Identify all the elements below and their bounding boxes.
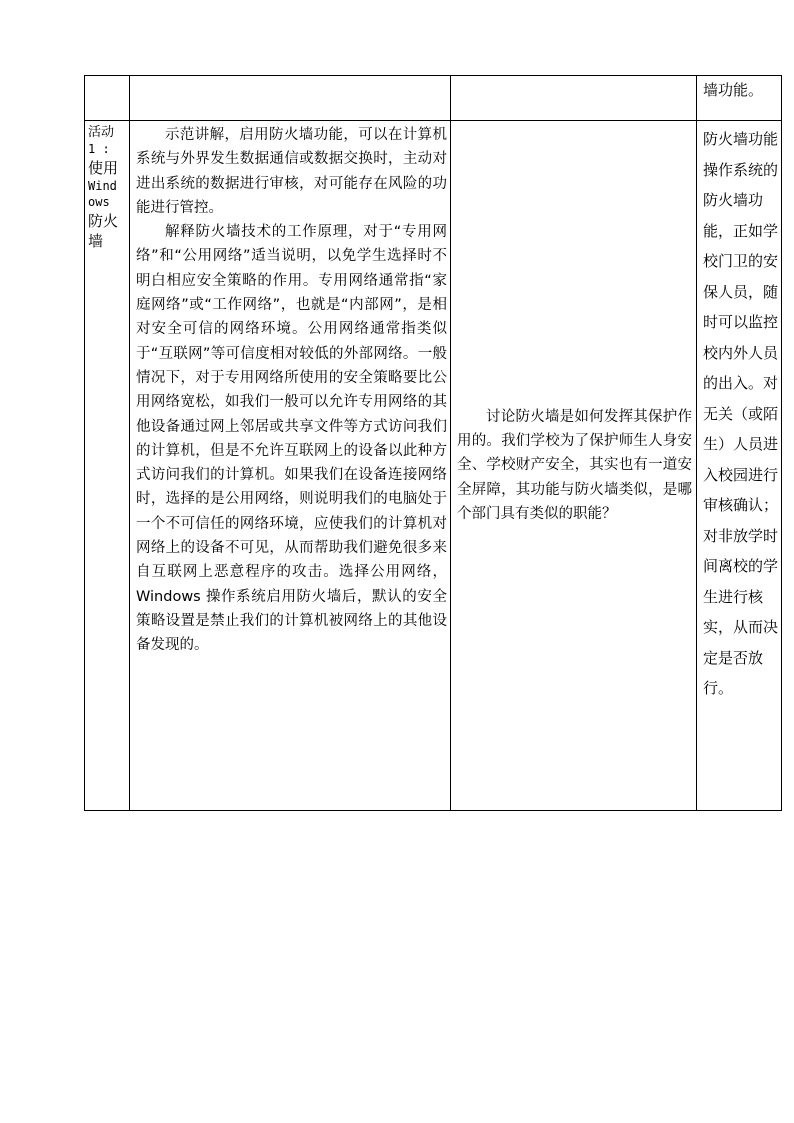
design-intent-cell: 防火墙功能操作系统的防火墙功能，正如学校门卫的安保人员，随时可以监控校内外人员的出入。对无关（或陌生）人员进入校园进行审核确认；对非放学时间离校的学生进行核实，从而决定是否放行。 [697, 121, 782, 811]
activity-number: 1 : [88, 142, 110, 156]
student-paragraph: 讨论防火墙是如何发挥其保护作用的。我们学校为了保护师生人身安全、学校财产安全，其实也有一道安全屏障，其功能与防火墙类似，是哪个部门具有类似的职能？ [457, 408, 692, 522]
table-cell-empty [130, 76, 451, 121]
teacher-paragraph-1: 示范讲解，启用防火墙功能，可以在计算机系统与外界发生数据通信或数据交换时，主动对进出系统的数据进行审核，对可能存在风险的功能进行管控。 [136, 127, 447, 216]
activity-name-cell [85, 121, 130, 811]
table-row [85, 121, 782, 811]
activity-topic-part1: 防火 [88, 211, 119, 230]
activity-os-part1: Wind [88, 178, 117, 193]
teacher-paragraph-2: 解释防火墙技术的工作原理，对于“专用网络”和“公用网络”适当说明，以免学生选择时不明白相应安全策略的作用。专用网络通常指“家庭网络”或“工作网络”，也就是“内部网”，是相对安全可信的网络环境。公用网络通常指类似于“互联网”等可信度相对较低的外部网络。一般情况下，对于专用网络所使用的安全策略要比公用网络宽松，如我们一般可以允许专用网络的其他设备通过网上邻居或共享文件等方式访问我们的计算机，但是不允许互联网上的设备以此种方式访问我们的计算机。如果我们在设备连接网络时，选择的是公用网络，则说明我们的电脑处于一个不可信任的网络环境，应使我们的计算机对网络上的设备不可见，从而帮助我们避免很多来自互联网上恶意程序的攻击。选择公用网络，Windows 操作系统启用防火墙后，默认的安全策略设置是禁止我们的计算机被网络上的其他设备发现的。 [136, 224, 447, 654]
activity-label: 活动 [88, 125, 115, 140]
table-row [85, 76, 782, 121]
design-intent-cell-continued: 墙功能。 [697, 76, 782, 121]
teacher-activity-cell [130, 121, 451, 811]
table-cell-empty [85, 76, 130, 121]
student-activity-cell [451, 121, 697, 811]
activity-os-part2: ows [88, 195, 110, 209]
activity-verb: 使用 [88, 158, 119, 177]
activity-topic-part2: 墙 [88, 231, 104, 250]
table-cell-empty [451, 76, 697, 121]
lesson-plan-table [84, 75, 782, 811]
